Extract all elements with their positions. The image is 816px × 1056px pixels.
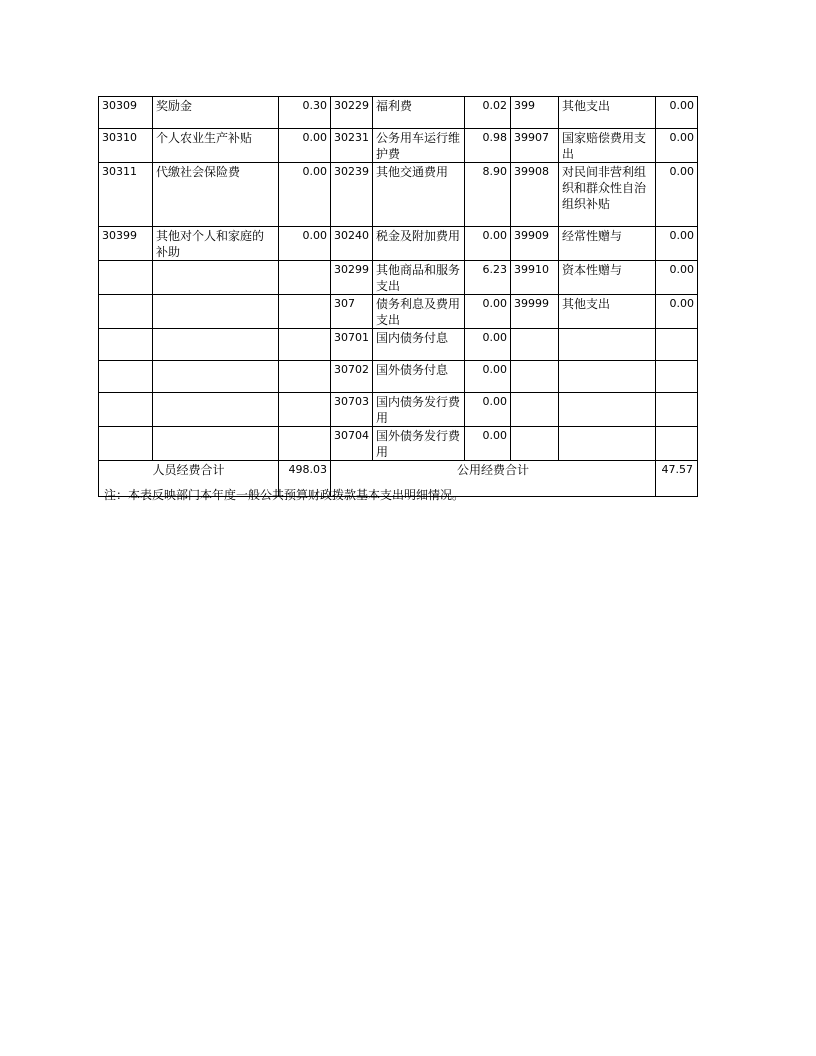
name-3-cell: 对民间非营利组织和群众性自治组织补贴	[559, 163, 656, 227]
table-row	[99, 261, 698, 295]
name-3-cell: 其他支出	[559, 295, 656, 329]
value-1-cell: 0.00	[279, 163, 331, 227]
value-1-cell: 0.00	[279, 227, 331, 261]
code-2-cell: 307	[331, 295, 373, 329]
value-3-cell	[656, 329, 698, 361]
table-row	[99, 97, 698, 129]
value-1-cell	[279, 329, 331, 361]
name-2-cell: 国外债务付息	[373, 361, 465, 393]
name-3-cell: 经常性赠与	[559, 227, 656, 261]
code-1-cell: 30309	[99, 97, 153, 129]
code-2-cell: 30229	[331, 97, 373, 129]
value-3-cell: 0.00	[656, 97, 698, 129]
value-2-cell: 0.00	[465, 227, 511, 261]
value-2-cell: 0.00	[465, 427, 511, 461]
table-row	[99, 129, 698, 163]
value-1-cell	[279, 261, 331, 295]
value-3-cell: 0.00	[656, 261, 698, 295]
table-row	[99, 427, 698, 461]
name-2-cell: 国内债务发行费用	[373, 393, 465, 427]
code-3-cell	[511, 361, 559, 393]
expense-detail-table	[98, 96, 698, 497]
code-2-cell: 30299	[331, 261, 373, 295]
name-3-cell	[559, 361, 656, 393]
value-2-cell: 0.00	[465, 393, 511, 427]
code-1-cell	[99, 261, 153, 295]
code-1-cell	[99, 329, 153, 361]
value-3-cell: 0.00	[656, 129, 698, 163]
code-1-cell: 30311	[99, 163, 153, 227]
name-1-cell	[153, 295, 279, 329]
value-2-cell: 0.00	[465, 361, 511, 393]
value-3-cell: 0.00	[656, 163, 698, 227]
table-row	[99, 361, 698, 393]
value-1-cell	[279, 295, 331, 329]
code-3-cell	[511, 393, 559, 427]
name-1-cell: 代缴社会保险费	[153, 163, 279, 227]
name-2-cell: 其他交通费用	[373, 163, 465, 227]
value-2-cell: 0.98	[465, 129, 511, 163]
value-2-cell: 6.23	[465, 261, 511, 295]
public-total-value: 47.57	[656, 461, 698, 497]
name-1-cell	[153, 393, 279, 427]
code-3-cell: 39999	[511, 295, 559, 329]
code-1-cell: 30310	[99, 129, 153, 163]
name-2-cell: 债务利息及费用支出	[373, 295, 465, 329]
code-3-cell: 399	[511, 97, 559, 129]
code-2-cell: 30231	[331, 129, 373, 163]
code-3-cell: 39910	[511, 261, 559, 295]
name-3-cell: 其他支出	[559, 97, 656, 129]
name-2-cell: 其他商品和服务支出	[373, 261, 465, 295]
value-3-cell: 0.00	[656, 295, 698, 329]
code-1-cell	[99, 295, 153, 329]
table-row	[99, 163, 698, 227]
value-2-cell: 0.00	[465, 295, 511, 329]
table-note: 注：本表反映部门本年度一般公共预算财政拨款基本支出明细情况。	[104, 488, 465, 502]
value-3-cell	[656, 427, 698, 461]
name-1-cell	[153, 261, 279, 295]
value-1-cell: 0.00	[279, 129, 331, 163]
code-1-cell: 30399	[99, 227, 153, 261]
name-2-cell: 福利费	[373, 97, 465, 129]
code-2-cell: 30239	[331, 163, 373, 227]
value-3-cell	[656, 361, 698, 393]
name-2-cell: 国内债务付息	[373, 329, 465, 361]
table-row	[99, 295, 698, 329]
value-2-cell: 0.00	[465, 329, 511, 361]
value-3-cell	[656, 393, 698, 427]
value-1-cell	[279, 393, 331, 427]
value-3-cell: 0.00	[656, 227, 698, 261]
name-3-cell	[559, 329, 656, 361]
name-1-cell	[153, 361, 279, 393]
code-1-cell	[99, 427, 153, 461]
name-1-cell: 其他对个人和家庭的补助	[153, 227, 279, 261]
name-2-cell: 国外债务发行费用	[373, 427, 465, 461]
code-3-cell	[511, 427, 559, 461]
name-1-cell	[153, 427, 279, 461]
name-1-cell: 奖励金	[153, 97, 279, 129]
name-3-cell	[559, 393, 656, 427]
table-row	[99, 393, 698, 427]
name-2-cell: 税金及附加费用	[373, 227, 465, 261]
code-2-cell: 30701	[331, 329, 373, 361]
code-2-cell: 30703	[331, 393, 373, 427]
personnel-total-value: 498.03	[279, 461, 331, 497]
code-2-cell: 30702	[331, 361, 373, 393]
table-row	[99, 227, 698, 261]
code-3-cell: 39908	[511, 163, 559, 227]
name-1-cell: 个人农业生产补贴	[153, 129, 279, 163]
code-1-cell	[99, 393, 153, 427]
code-2-cell: 30704	[331, 427, 373, 461]
code-2-cell: 30240	[331, 227, 373, 261]
value-1-cell	[279, 361, 331, 393]
name-1-cell	[153, 329, 279, 361]
code-3-cell: 39909	[511, 227, 559, 261]
name-3-cell	[559, 427, 656, 461]
code-3-cell	[511, 329, 559, 361]
value-2-cell: 8.90	[465, 163, 511, 227]
table-row	[99, 329, 698, 361]
code-3-cell: 39907	[511, 129, 559, 163]
value-1-cell	[279, 427, 331, 461]
personnel-total-label: 人员经费合计	[99, 461, 279, 497]
name-3-cell: 资本性赠与	[559, 261, 656, 295]
name-3-cell: 国家赔偿费用支出	[559, 129, 656, 163]
public-total-label: 公用经费合计	[331, 461, 656, 497]
value-2-cell: 0.02	[465, 97, 511, 129]
value-1-cell: 0.30	[279, 97, 331, 129]
code-1-cell	[99, 361, 153, 393]
name-2-cell: 公务用车运行维护费	[373, 129, 465, 163]
